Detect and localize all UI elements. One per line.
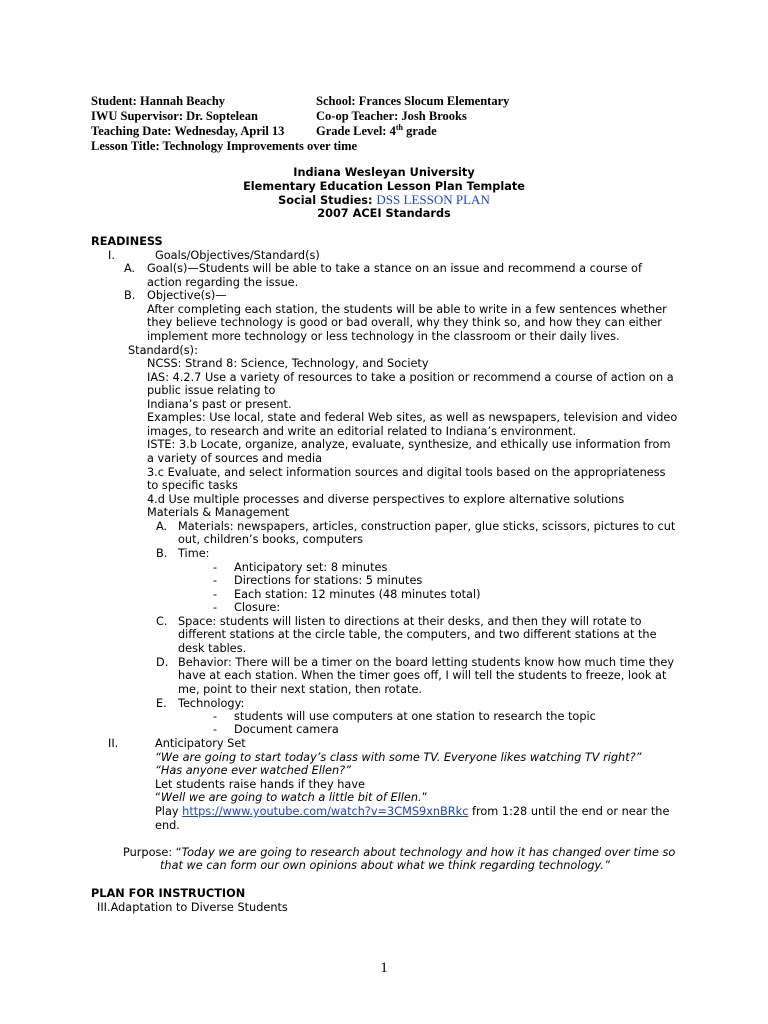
standard-line-2: IAS: 4.2.7 Use a variety of resources to take a position or recommend a course of action on a (147, 371, 674, 384)
lesson-title: Lesson Title: Technology Improvements over time (91, 139, 358, 153)
technology-label: Technology: (178, 697, 245, 710)
school-name: School: Frances Slocum Elementary (316, 94, 510, 108)
goal-line-2: action regarding the issue. (147, 276, 299, 289)
time-dash: - (213, 561, 218, 574)
supervisor-name: IWU Supervisor: Dr. Soptelean (91, 109, 258, 123)
anticipatory-quote-1: “We are going to start today’s class with some TV. Everyone likes watching TV right?” (155, 751, 642, 764)
standards-title: 2007 ACEI Standards (317, 207, 451, 220)
materials-line-2: out, children’s books, computers (178, 533, 364, 546)
tech-dash: - (213, 710, 218, 723)
standard-line-5: Examples: Use local, state and federal Web sites, as well as newspapers, television and video (147, 411, 678, 424)
behavior-line-3: me, point to their next station, then rotate. (178, 683, 422, 696)
materials-number: A. (156, 520, 168, 533)
standard-line-9: 3.c Evaluate, and select information sources and digital tools based on the appropriateness (147, 466, 666, 479)
goal-number: A. (124, 262, 136, 275)
template-title: Elementary Education Lesson Plan Template (243, 180, 525, 193)
grade-level: Grade Level: 4th grade (316, 122, 437, 138)
section-ii-number: II. (108, 737, 119, 750)
anticipatory-quote-3: “Well we are going to watch a little bit of Ellen.” (155, 791, 428, 804)
section-i-label: Goals/Objectives/Standard(s) (155, 249, 320, 262)
objective-number: B. (124, 289, 136, 302)
plan-heading: PLAN FOR INSTRUCTION (91, 887, 246, 900)
space-line-3: desk tables. (178, 642, 247, 655)
teaching-date: Teaching Date: Wednesday, April 13 (91, 124, 285, 138)
standard-line-3: public issue relating to (147, 384, 276, 397)
objective-line-1: After completing each station, the students will be able to write in a few sentences whether (147, 303, 667, 316)
time-item: Each station: 12 minutes (48 minutes total) (234, 588, 481, 601)
behavior-number: D. (156, 656, 169, 669)
time-dash: - (213, 588, 218, 601)
time-item: Anticipatory set: 8 minutes (234, 561, 388, 574)
anticipatory-label: Anticipatory Set (155, 737, 246, 750)
objective-label: Objective(s)— (147, 289, 227, 302)
section-iii-label: III.Adaptation to Diverse Students (97, 901, 288, 914)
materials-line-1: Materials: newspapers, articles, construction paper, glue sticks, scissors, pictures to cut (178, 520, 676, 533)
standard-line-11: 4.d Use multiple processes and diverse perspectives to explore alternative solutions (147, 493, 625, 506)
university-title: Indiana Wesleyan University (293, 166, 475, 179)
standard-line-6: images, to research and write an editorial related to Indiana’s environment. (147, 425, 577, 438)
tech-item: Document camera (234, 723, 339, 736)
technology-number: E. (156, 697, 167, 710)
objective-line-2: they believe technology is good or bad overall, why they think so, and how they can either (147, 316, 662, 329)
time-item: Directions for stations: 5 minutes (234, 574, 423, 587)
behavior-line-2: have at each station. When the timer goes off, I will tell the students to freeze, look at (178, 669, 667, 682)
materials-management-label: Materials & Management (147, 506, 290, 519)
student-name: Student: Hannah Beachy (91, 94, 226, 108)
space-number: C. (156, 615, 168, 628)
section-i-number: I. (108, 249, 115, 262)
standard-line-7: ISTE: 3.b Locate, organize, analyze, evaluate, synthesize, and ethically use information from (147, 438, 671, 451)
purpose-line-2: that we can form our own opinions about what we think regarding technology.” (160, 859, 610, 872)
standard-line-10: to specific tasks (147, 479, 238, 492)
purpose-line-1: Purpose: “Today we are going to research about technology and how it has changed over time so (123, 846, 676, 859)
time-label: Time: (178, 547, 210, 560)
time-dash: - (213, 601, 218, 614)
youtube-link[interactable]: https://www.youtube.com/watch?v=3CMS9xnBRkc (182, 805, 469, 818)
play-video-line: Play https://www.youtube.com/watch?v=3CMS9xnBRkc from 1:28 until the end or near the (155, 805, 670, 818)
time-item: Closure: (234, 601, 281, 614)
goal-line-1: Goal(s)—Students will be able to take a stance on an issue and recommend a course of (147, 262, 642, 275)
standard-line-8: a variety of sources and media (147, 452, 323, 465)
anticipatory-instruction: Let students raise hands if they have (155, 778, 365, 791)
time-number: B. (156, 547, 168, 560)
coop-teacher: Co-op Teacher: Josh Brooks (316, 109, 467, 123)
tech-item: students will use computers at one station to research the topic (234, 710, 596, 723)
space-line-1: Space: students will listen to directions at their desks, and then they will rotate to (178, 615, 642, 628)
anticipatory-quote-2: “Has anyone ever watched Ellen?” (155, 764, 351, 777)
dss-lesson-plan-label: DSS LESSON PLAN (376, 192, 490, 207)
standard-line-1: NCSS: Strand 8: Science, Technology, and Society (147, 357, 429, 370)
behavior-line-1: Behavior: There will be a timer on the board letting students know how much time they (178, 656, 675, 669)
objective-line-3: implement more technology or less technology in the classroom or their daily lives. (147, 330, 620, 343)
subject-title: Social Studies: DSS LESSON PLAN (278, 192, 490, 207)
time-dash: - (213, 574, 218, 587)
play-video-line-2: end. (155, 819, 180, 832)
space-line-2: different stations at the circle table, the computers, and two different stations at the (178, 628, 657, 641)
tech-dash: - (213, 723, 218, 736)
readiness-heading: READINESS (91, 235, 163, 248)
standard-line-4: Indiana’s past or present. (147, 398, 292, 411)
standards-label: Standard(s): (128, 344, 198, 357)
page-number: 1 (380, 960, 388, 976)
